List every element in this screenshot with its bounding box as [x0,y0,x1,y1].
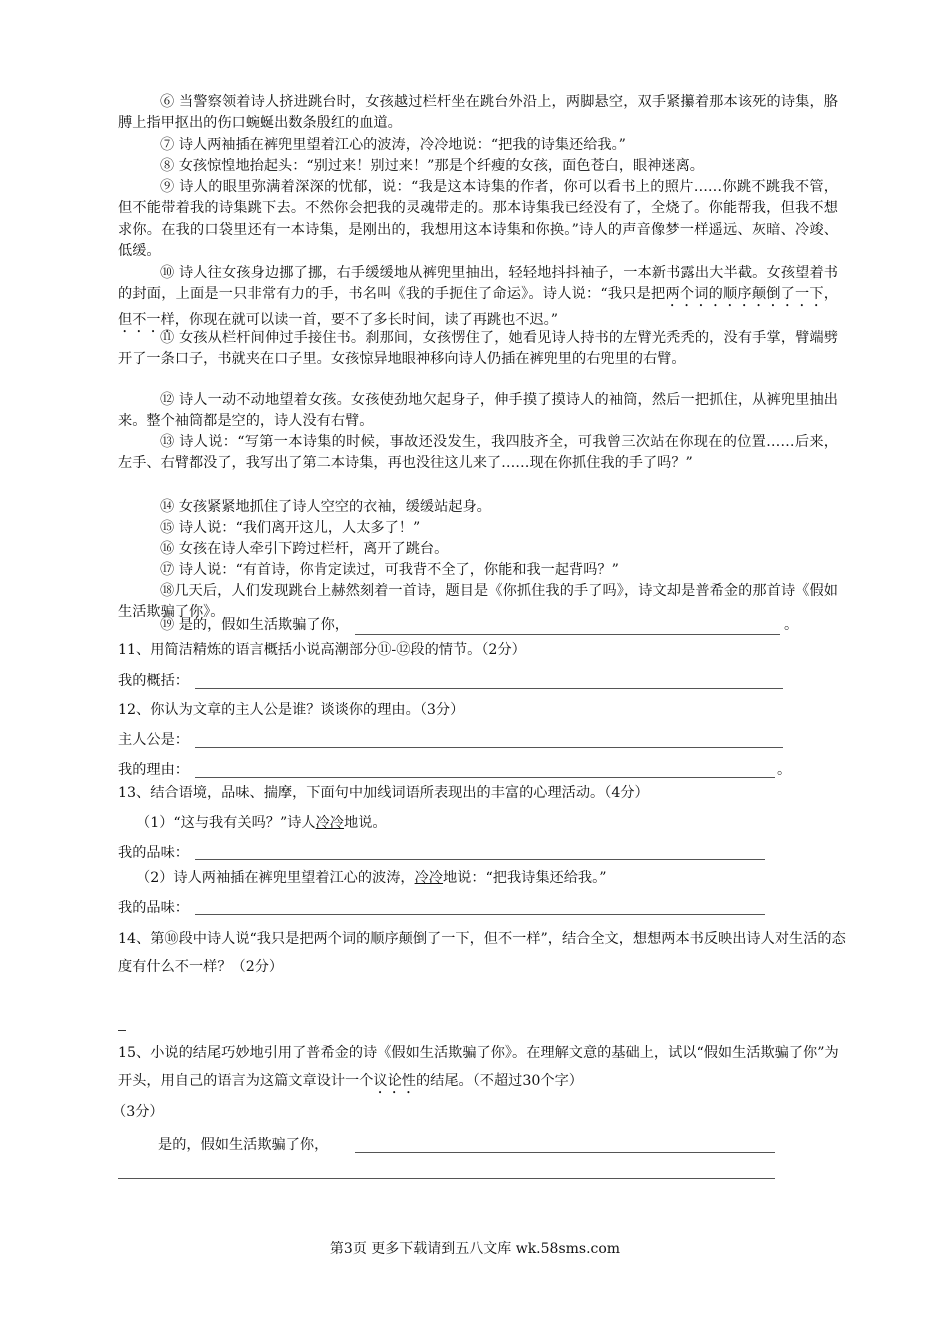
answer-line-12-protagonist[interactable] [195,747,783,748]
exam-page: ⑥ 当警察领着诗人挤进跳台时，女孩越过栏杆坐在跳台外沿上，两脚悬空，双手紧攥着那本该死的诗集，胳膊上指甲抠出的伤口蜿蜒出数条殷红的血道。 ⑦ 诗人两袖插在裤兜里望着江心的波涛，冷冷地说：“把我的诗集还给我。” ⑧ 女孩惊惶地抬起头：“别过来！别过来！”那是个纤瘦的女孩，面色苍白，眼神迷离。 ⑨ 诗人的眼里弥满着深深的忧郁，说：“我是这本诗集的作者，你可以看书上的照片……你跳不跳我不管，但不能带着我的诗集跳下去。不然你会把我的灵魂带走的。那本诗集我已经没有了，全烧了。你能帮我，但我不想求你。在我的口袋里还有一本诗集，是刚出的，我想用这本诗集和你换。”诗人的声音像梦一样遥远、灰暗、冷竣、低缓。 ⑩ 诗人往女孩身边挪了挪，右手缓缓地从裤兜里抽出，轻轻地抖抖袖子，一本新书露出大半截。女孩望着书的封面，上面是一只非常有力的手，书名叫《我的手扼住了命运》。诗人说：“我只是把两个词的顺序颠倒了一下，但不一样，你现在就可以读一首，要不了多长时间，读了再跳也不迟。” ⑪ 女孩从栏杆间伸过手接住书。刹那间，女孩愣住了，她看见诗人持书的左臂光秃秃的，没有手掌，臂端劈开了一条口子，书就夹在口子里。女孩惊异地眼神移向诗人仍插在裤兜里的右兜里的右臂。 ⑫ 诗人一动不动地望着女孩。女孩使劲地欠起身子，伸手摸了摸诗人的袖筒，然后一把抓住，从裤兜里抽出来。整个袖筒都是空的，诗人没有右臂。 ⑬ 诗人说：“写第一本诗集的时候，事故还没发生，我四肢齐全，可我曾三次站在你现在的位置……后来，左手、右臂都没了，我写出了第二本诗集，再也没往这儿来了……现在你抓住我的手了吗？” ⑭ 女孩紧紧地抓住了诗人空空的衣袖，缓缓站起身。 ⑮ 诗人说：“我们离开这儿，人太多了！” ⑯ 女孩在诗人牵引下跨过栏杆，离开了跳台。 ⑰ 诗人说：“有首诗，你肯定读过，可我背不全了，你能和我一起背吗？” ⑱几天后，人们发现跳台上赫然刻着一首诗，题目是《你抓住我的手了吗》，诗文却是普希金的那首诗《假如生活欺骗了你》。 ⑲ 是的，假如生活欺骗了你， 。 11、用简洁精炼的语言概括小说高潮部分⑪-⑫段的情节。（2分） 我的概括： 12、你认为文章的主人公是谁？谈谈你的理由。（3分） 主人公是： 我的理由： 。 13、结合语境，品味、揣摩，下面句中加线词语所表现出的丰富的心理活动。（4分） （1）“这与我有关吗？”诗人冷冷地说。 我的品味： （2）诗人两袖插在裤兜里望着江心的波涛，冷冷地说：“把我诗集还给我。” 我的品味： 14、第⑩段中诗人说“我只是把两个词的顺序颠倒了一下，但不一样”，结合全文，想想两本书反映出诗人对生活的态度有什么不一样？（2分） 15、小说的结尾巧妙地引用了普希金的诗《假如生活欺骗了你》。在理解文意的基础上，试以“假如生活欺骗了你”为开头，用自己的语言为这篇文章设计一个议论性的结尾。（不超过30个字） （3分） 是的，假如生活欺骗了你， 第3页 更多下载请到五八文库 wk.58sms.com [0,0,950,1344]
story-paragraph-19: ⑲ 是的，假如生活欺骗了你， [160,617,349,633]
story-paragraph-15: ⑮ 诗人说：“我们离开这儿，人太多了！” [160,520,421,536]
emphasis-phrase: 议论性 [373,1073,416,1089]
underlined-word: 冷冷 [414,870,443,886]
question-14: 14、第⑩段中诗人说“我只是把两个词的顺序颠倒了一下，但不一样”，结合全文，想想两本书反映出诗人对生活的态度有什么不一样？（2分） [118,931,846,975]
story-paragraph-7: ⑦ 诗人两袖插在裤兜里望着江心的波涛，冷冷地说：“把我的诗集还给我。” [160,137,626,153]
story-paragraph-6: ⑥ 当警察领着诗人挤进跳台时，女孩越过栏杆坐在跳台外沿上，两脚悬空，双手紧攥着那本该死的诗集，胳膊上指甲抠出的伤口蜿蜒出数条殷红的血道。 [118,94,838,132]
question-13-item-1: （1）“这与我有关吗？”诗人冷冷地说。 [136,815,387,831]
story-paragraph-12: ⑫ 诗人一动不动地望着女孩。女孩使劲地欠起身子，伸手摸了摸诗人的袖筒，然后一把抓住，从裤兜里抽出来。整个袖筒都是空的，诗人没有右臂。 [118,392,838,430]
answer-label: 我的品味： [118,900,189,916]
story-paragraph-9: ⑨ 诗人的眼里弥满着深深的忧郁，说：“我是这本诗集的作者，你可以看书上的照片……你跳不跳我不管，但不能带着我的诗集跳下去。不然你会把我的灵魂带走的。那本诗集我已经没有了，全烧了。你能帮我，但我不想求你。在我的口袋里还有一本诗集，是刚出的，我想用这本诗集和你换。”诗人的声音像梦一样遥远、灰暗、冷竣、低缓。 [118,179,838,259]
question-13: 13、结合语境，品味、揣摩，下面句中加线词语所表现出的丰富的心理活动。（4分） [118,785,649,801]
answer-label: 我的品味： [118,845,189,861]
story-paragraph-11: ⑪ 女孩从栏杆间伸过手接住书。刹那间，女孩愣住了，她看见诗人持书的左臂光秃秃的，没有手掌，臂端劈开了一条口子，书就夹在口子里。女孩惊异地眼神移向诗人仍插在裤兜里的右兜里的右臂。 [118,330,838,368]
answer-line-15-2[interactable] [118,1178,775,1179]
story-paragraph-16: ⑯ 女孩在诗人牵引下跨过栏杆，离开了跳台。 [160,541,449,557]
answer-line-13-2[interactable] [195,914,765,915]
question-15: 15、小说的结尾巧妙地引用了普希金的诗《假如生活欺骗了你》。在理解文意的基础上，试以“假如生活欺骗了你”为开头，用自己的语言为这篇文章设计一个议论性的结尾。（不超过30个字） [118,1045,839,1089]
answer-line-13-1[interactable] [195,859,765,860]
answer-line-19[interactable] [355,634,780,635]
answer-mark [118,1030,126,1031]
story-paragraph-8: ⑧ 女孩惊惶地抬起头：“别过来！别过来！”那是个纤瘦的女孩，面色苍白，眼神迷离。 [160,158,704,174]
underlined-word: 冷冷 [315,815,344,831]
question-13-item-2: （2）诗人两袖插在裤兜里望着江心的波涛，冷冷地说：“把我诗集还给我。” [136,870,607,886]
answer-label: 我的理由： [118,762,189,778]
emphasis-phrase: 两个词的顺序颠倒了一下，但不一样 [118,286,838,329]
page-footer: 第3页 更多下载请到五八文库 wk.58sms.com [329,1241,621,1257]
story-paragraph-14: ⑭ 女孩紧紧地抓住了诗人空空的衣袖，缓缓站起身。 [160,499,491,515]
answer-line-15-1[interactable] [355,1152,775,1153]
answer-label: 主人公是： [118,732,189,748]
answer-line-11[interactable] [195,688,783,689]
answer-label: 我的概括： [118,673,189,689]
answer-start: 是的，假如生活欺骗了你， [158,1137,329,1153]
story-paragraph-17: ⑰ 诗人说：“有首诗，你肯定读过，可我背不全了，你能和我一起背吗？” [160,562,619,578]
story-paragraph-13: ⑬ 诗人说：“写第一本诗集的时候，事故还没发生，我四肢齐全，可我曾三次站在你现在的位置……后来，左手、右臂都没了，我写出了第二本诗集，再也没往这儿来了……现在你抓住我的手了吗？” [118,434,838,472]
question-12: 12、你认为文章的主人公是谁？谈谈你的理由。（3分） [118,702,465,718]
story-paragraph-18: ⑱几天后，人们发现跳台上赫然刻着一首诗，题目是《你抓住我的手了吗》，诗文却是普希金的那首诗《假如生活欺骗了你》。 [118,583,838,621]
question-11: 11、用简洁精炼的语言概括小说高潮部分⑪-⑫段的情节。（2分） [118,642,526,658]
question-15-score: （3分） [112,1104,164,1120]
answer-line-12-reason[interactable] [195,777,775,778]
story-paragraph-10: ⑩ 诗人往女孩身边挪了挪，右手缓缓地从裤兜里抽出，轻轻地抖抖袖子，一本新书露出大半截。女孩望着书的封面，上面是一只非常有力的手，书名叫《我的手扼住了命运》。诗人说：“我只是把两个词的顺序颠倒了一下，但不一样，你现在就可以读一首，要不了多长时间，读了再跳也不迟。” [118,265,838,329]
